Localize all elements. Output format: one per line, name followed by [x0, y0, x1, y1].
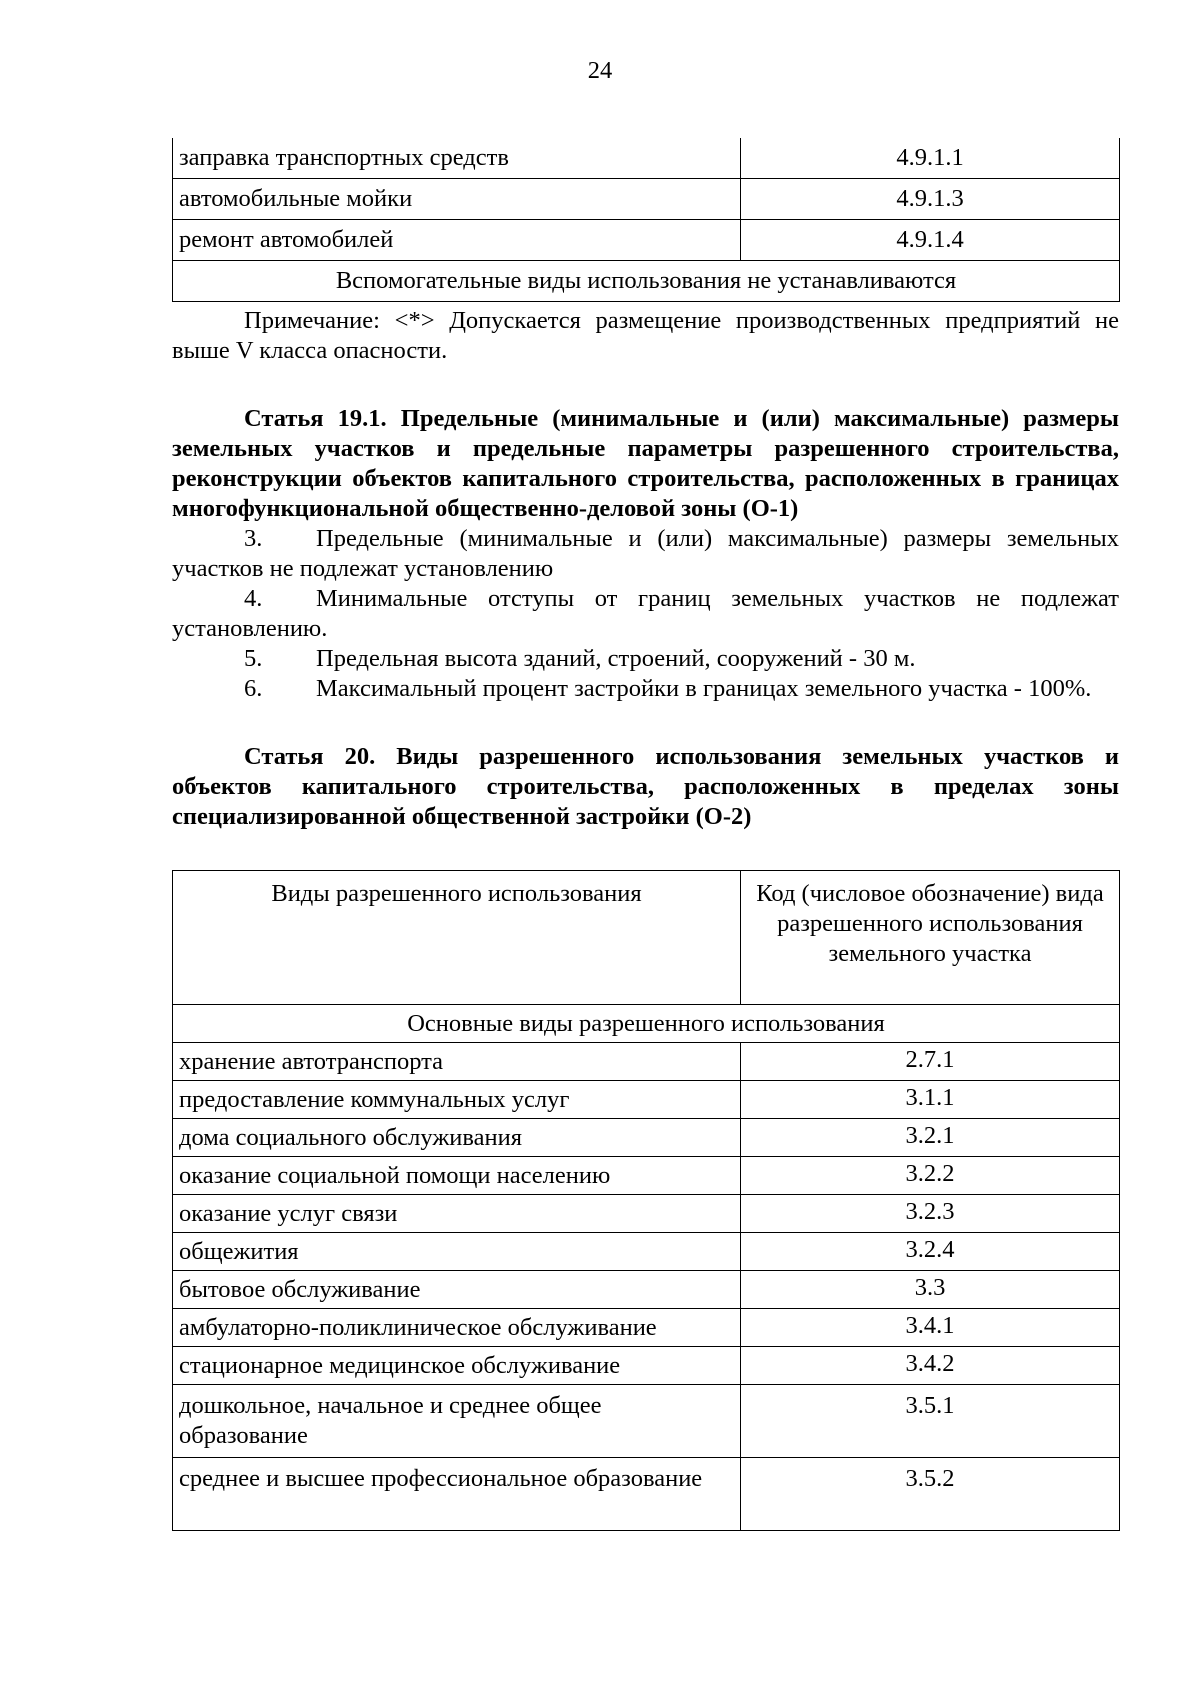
- item-number: 6.: [244, 675, 263, 702]
- table-row: [173, 138, 1120, 179]
- code-cell: 3.2.2: [741, 1157, 1120, 1195]
- header-code: Код (числовое обозначение) вида разрешенного использования земельного участка: [741, 871, 1120, 1005]
- note: Примечание: <*> Допускается размещение производственных предприятий не выше V класса опасности.: [172, 307, 1119, 364]
- item-text: Минимальные отступы от границ земельных участков не подлежат установлению.: [172, 585, 1119, 642]
- code-cell: 3.3: [741, 1271, 1120, 1309]
- section-row: [173, 1005, 1120, 1043]
- list-item: [172, 644, 1119, 674]
- table-row: [173, 179, 1120, 220]
- use-cell: общежития: [173, 1233, 741, 1271]
- item-text: Предельные (минимальные и (или) максимальные) размеры земельных участков не подлежат установлению: [172, 525, 1119, 582]
- code-cell: 3.1.1: [741, 1081, 1120, 1119]
- top-table: [172, 138, 1120, 302]
- article-19-1-heading: Статья 19.1. Предельные (минимальные и (или) максимальные) размеры земельных участков и предельные параметры разрешенного строительства, реконструкции объектов капитального строительства, расположенных в границах многофункциональной общественно-деловой зоны (О-1): [172, 405, 1119, 522]
- code-cell: 3.2.3: [741, 1195, 1120, 1233]
- table-row: [173, 220, 1120, 261]
- table-row: [173, 1081, 1120, 1119]
- code-cell: 3.5.1: [741, 1385, 1120, 1458]
- header-use: Виды разрешенного использования: [173, 871, 741, 1005]
- aux-row: [173, 261, 1120, 302]
- table-row: [173, 1271, 1120, 1309]
- item-text: Максимальный процент застройки в границах земельного участка - 100%.: [316, 675, 1092, 702]
- table-row: [173, 1347, 1120, 1385]
- use-cell: предоставление коммунальных услуг: [173, 1081, 741, 1119]
- page-content: [172, 138, 1119, 1531]
- main-table: [172, 870, 1120, 1531]
- item-number: 3.: [244, 525, 263, 552]
- aux-row-text: Вспомогательные виды использования не устанавливаются: [173, 261, 1120, 302]
- section-title: Основные виды разрешенного использования: [173, 1005, 1120, 1043]
- table-row: [173, 1043, 1120, 1081]
- table-header-row: [173, 871, 1120, 1005]
- table-row: [173, 1385, 1120, 1458]
- table-row: [173, 1309, 1120, 1347]
- code-cell: 2.7.1: [741, 1043, 1120, 1081]
- list-item: [172, 674, 1119, 704]
- use-cell: автомобильные мойки: [173, 179, 741, 220]
- table-row: [173, 1195, 1120, 1233]
- use-cell: амбулаторно-поликлиническое обслуживание: [173, 1309, 741, 1347]
- use-cell: стационарное медицинское обслуживание: [173, 1347, 741, 1385]
- code-cell: 3.2.4: [741, 1233, 1120, 1271]
- code-cell: 3.2.1: [741, 1119, 1120, 1157]
- use-cell: хранение автотранспорта: [173, 1043, 741, 1081]
- item-text: Предельная высота зданий, строений, сооружений - 30 м.: [316, 645, 916, 672]
- article-20-heading: Статья 20. Виды разрешенного использования земельных участков и объектов капитального строительства, расположенных в пределах зоны специализированной общественной застройки (О-2): [172, 743, 1119, 830]
- table-row: [173, 1458, 1120, 1531]
- code-cell: 4.9.1.4: [741, 220, 1120, 261]
- list-item: [172, 524, 1119, 584]
- use-cell: среднее и высшее профессиональное образование: [173, 1458, 741, 1531]
- table-row: [173, 1119, 1120, 1157]
- code-cell: 3.4.2: [741, 1347, 1120, 1385]
- code-cell: 4.9.1.1: [741, 138, 1120, 179]
- item-number: 5.: [244, 645, 263, 672]
- use-cell: бытовое обслуживание: [173, 1271, 741, 1309]
- page-number: 24: [587, 57, 613, 84]
- use-cell: заправка транспортных средств: [173, 138, 741, 179]
- use-cell: дома социального обслуживания: [173, 1119, 741, 1157]
- use-cell: дошкольное, начальное и среднее общее образование: [173, 1385, 741, 1458]
- use-cell: оказание социальной помощи населению: [173, 1157, 741, 1195]
- table-row: [173, 1233, 1120, 1271]
- code-cell: 3.5.2: [741, 1458, 1120, 1531]
- code-cell: 3.4.1: [741, 1309, 1120, 1347]
- use-cell: ремонт автомобилей: [173, 220, 741, 261]
- code-cell: 4.9.1.3: [741, 179, 1120, 220]
- table-row: [173, 1157, 1120, 1195]
- list-item: [172, 584, 1119, 644]
- item-number: 4.: [244, 585, 263, 612]
- use-cell: оказание услуг связи: [173, 1195, 741, 1233]
